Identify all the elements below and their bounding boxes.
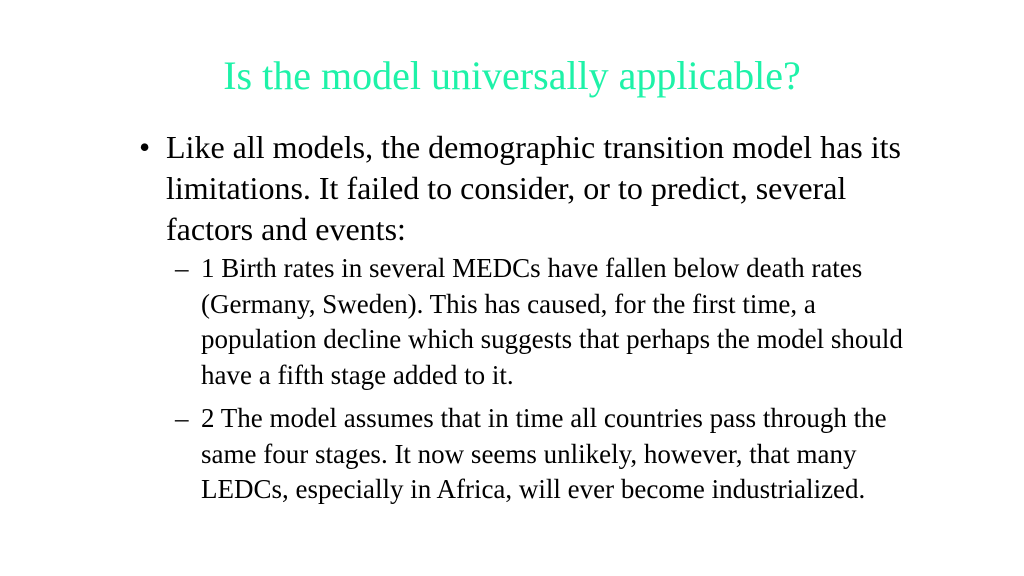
sub-marker: –	[175, 403, 189, 433]
bullet-marker: •	[139, 129, 151, 165]
slide-title: Is the model universally applicable?	[223, 53, 801, 98]
sub-item-birth-rates	[169, 251, 916, 393]
bullet-text: Like all models, the demographic transition model has its limitations. It failed to consider, or to predict, several factors and events:	[166, 129, 901, 247]
sub-item-text: 2 The model assumes that in time all countries pass through the same four stages. It now seems unlikely, however, that many LEDCs, especially in Africa, will ever become industrialized.	[201, 403, 887, 504]
sub-list	[166, 251, 916, 508]
bullet-item	[136, 127, 916, 508]
sub-marker: –	[175, 253, 189, 283]
bullet-list	[136, 127, 916, 516]
sub-item-text: 1 Birth rates in several MEDCs have fallen below death rates (Germany, Sweden). This has caused, for the first time, a population decline which suggests that perhaps the model should have a fifth stage added to it.	[201, 253, 903, 390]
sub-item-four-stages	[169, 401, 916, 508]
